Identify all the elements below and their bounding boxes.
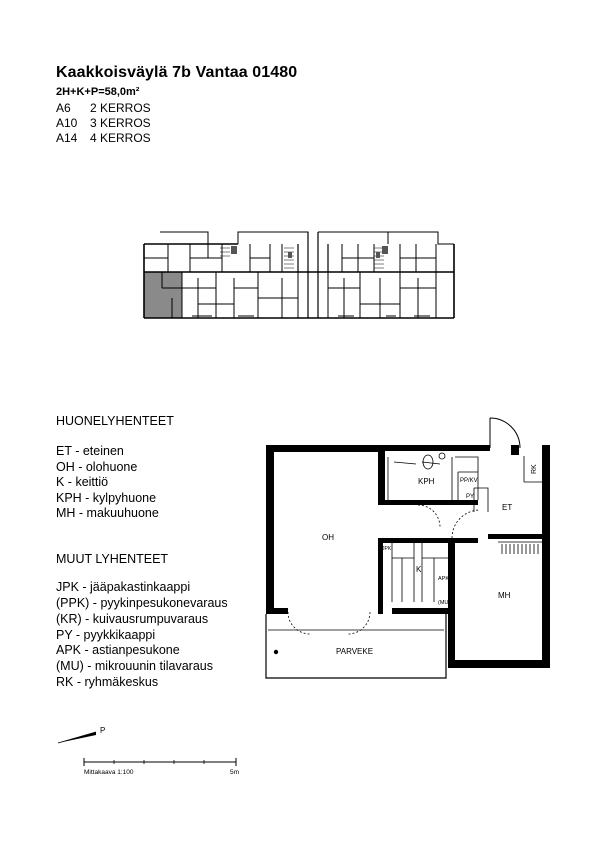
building-key-plan: [138, 228, 460, 320]
room-label-mu: (MU: [438, 600, 449, 606]
room-label-et: ET: [502, 503, 513, 512]
abbreviation-item: (KR) - kuivausrumpuvaraus: [56, 612, 209, 626]
wall: [488, 534, 550, 539]
wall: [266, 445, 384, 452]
abbreviation-item: K - keittiö: [56, 475, 109, 489]
abbreviation-item: JPK - jääpakastinkaappi: [56, 580, 191, 594]
page-title: Kaakkoisväylä 7b Vantaa 01480: [56, 64, 298, 81]
wall: [448, 538, 455, 668]
floor-level: 4 KERROS: [90, 131, 151, 145]
abbreviation-item: APK - astianpesukone: [56, 643, 180, 657]
scale-bar: [82, 756, 242, 768]
abbreviation-item: MH - makuuhuone: [56, 506, 159, 520]
room-label-kph: KPH: [418, 477, 435, 486]
wall: [378, 500, 478, 505]
room-label-oh: OH: [322, 533, 334, 542]
abbreviation-item: OH - olohuone: [56, 460, 138, 474]
north-arrow: [56, 722, 116, 746]
room-label-mh: MH: [498, 591, 511, 600]
floor-code: A6: [56, 101, 71, 115]
wall: [392, 608, 454, 614]
floor-code: A14: [56, 131, 78, 145]
floor-level: 2 KERROS: [90, 101, 151, 115]
other-abbreviations-heading: MUUT LYHENTEET: [56, 552, 169, 566]
room-label-jpk: JPK: [382, 546, 392, 552]
abbreviation-item: (PPK) - pyykinpesukonevaraus: [56, 596, 228, 610]
room-label-k: K: [416, 565, 422, 574]
room-label-parveke: PARVEKE: [336, 647, 374, 656]
apartment-type: 2H+K+P=58,0m²: [56, 86, 140, 98]
wall: [511, 445, 519, 455]
room-label-apk: APK: [438, 576, 450, 582]
floor-level: 3 KERROS: [90, 116, 151, 130]
abbreviation-item: KPH - kylpyhuone: [56, 491, 157, 505]
room-label-py: PY: [466, 494, 475, 500]
north-label: P: [100, 726, 106, 735]
room-label-ppk-kr: PP/KV: [460, 478, 478, 484]
abbreviation-item: PY - pyykkikaappi: [56, 628, 156, 642]
wall: [378, 445, 490, 451]
apartment-floor-plan: [262, 412, 554, 682]
scale-label: Mittakaava 1:100: [84, 769, 134, 776]
wall: [378, 538, 478, 543]
wall: [448, 660, 550, 668]
room-abbreviations-heading: HUONELYHENTEET: [56, 414, 174, 428]
abbreviation-item: RK - ryhmäkeskus: [56, 675, 159, 689]
scale-end-label: 5m: [230, 769, 240, 776]
floor-code: A10: [56, 116, 78, 130]
floor-row: [56, 101, 151, 115]
wall: [542, 445, 550, 667]
wall: [266, 608, 288, 614]
abbreviation-item: ET - eteinen: [56, 444, 124, 458]
floor-row: [56, 131, 151, 145]
abbreviation-item: (MU) - mikrouunin tilavaraus: [56, 659, 213, 673]
room-label-rk: RK: [531, 464, 538, 474]
highlighted-apartment: [144, 272, 182, 318]
floor-row: [56, 116, 151, 130]
